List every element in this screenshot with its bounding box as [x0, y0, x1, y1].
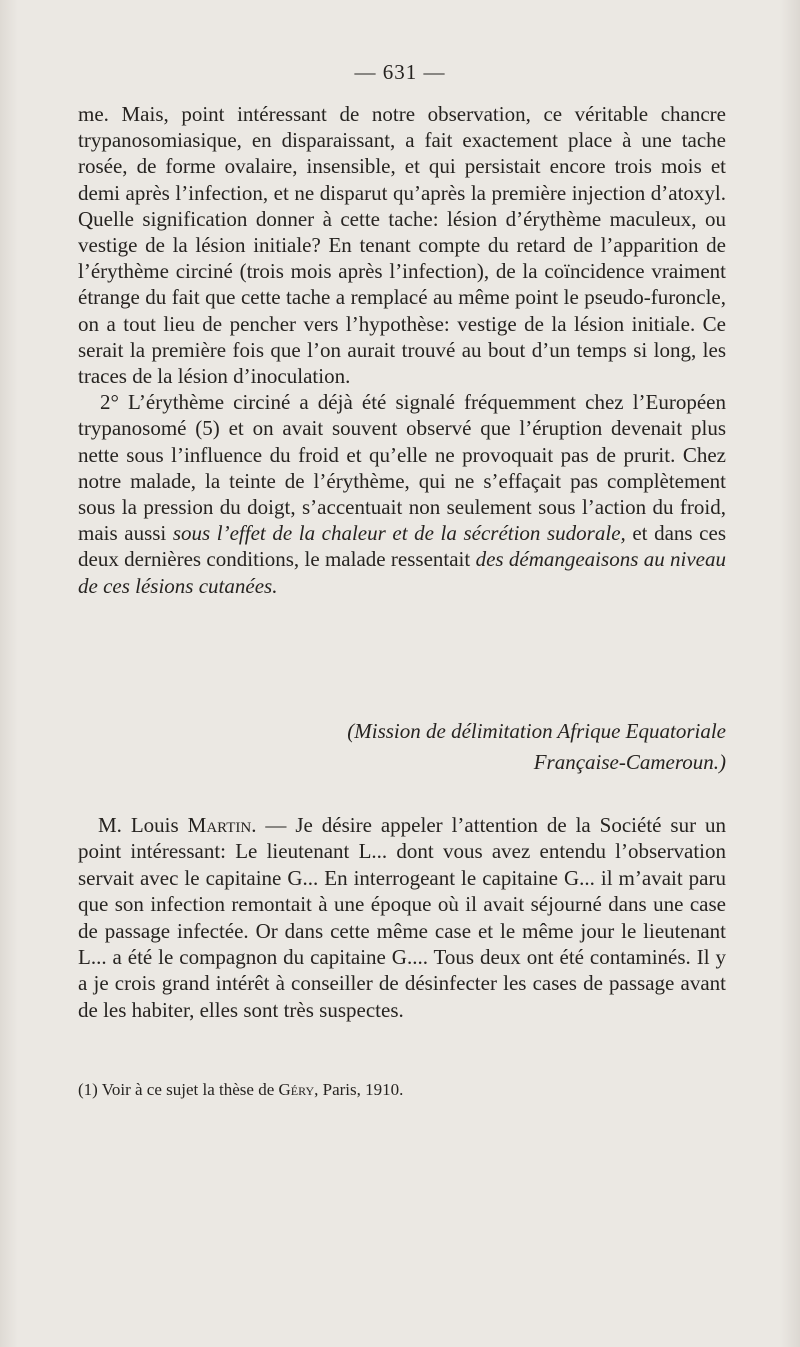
- discussion-paragraph: [78, 812, 726, 1023]
- speaker-prefix: M. Louis: [98, 813, 179, 837]
- footnote-text-b: , Paris, 1910.: [314, 1080, 404, 1099]
- article-body: [78, 101, 726, 599]
- footnote-author: Géry: [278, 1080, 315, 1099]
- footnote-marker: (1): [78, 1080, 98, 1099]
- paragraph-2-text-b: et dans ces deux dernières conditions, le malade ressentait: [78, 521, 726, 572]
- paragraph-2-text-a: 2° L’érythème circiné a déjà été signalé fréquemment chez l’Européen trypanosomé (5) et on avait souvent observé que l’éruption devenait plus nette sous l’influence du froid et qu’elle ne provoquait pas de prurit. Chez notre malade, la teinte de l’érythème, qui ne s’effaçait pas complètement sous la pression du doigt, s’accentuait non seulement sous l’action du froid, mais aussi: [78, 390, 726, 546]
- discussion-text: . — Je désire appeler l’attention de la Société sur un point intéressant: Le lieutenant L... dont vous avez entendu l’observation servait avec le capitaine G... En interrogeant le capitaine G... il m’avait paru que son infection remontait à une époque où il avait séjourné dans une case de passage infectée. Or dans cette même case et le même jour le lieutenant L... a été le compagnon du capitaine G.... Tous deux ont été contaminés. Il y a je crois grand intérêt à conseiller de désinfecter les cases de passage avant de les habiter, elles sont très suspectes.: [78, 813, 727, 1022]
- signature-line-2: Française-Cameroun.): [533, 750, 726, 774]
- footnote-text-a: Voir à ce sujet la thèse de: [101, 1080, 275, 1099]
- paragraph-2: [78, 389, 726, 599]
- page-number: — 631 —: [354, 60, 446, 84]
- discussion-section: [78, 812, 726, 1023]
- mission-signature: [78, 716, 726, 778]
- paragraph-1: me. Mais, point intéressant de notre observation, ce véritable chancre trypanosomiasique, en disparaissant, a fait exactement place à une tache rosée, de forme ovalaire, insensible, et qui persistait encore trois mois et demi après l’infection, et ne disparut qu’après la première injection d’atoxyl. Quelle signification donner à cette tache: lésion d’érythème maculeux, ou vestige de la lésion initiale? En tenant compte du retard de l’apparition de l’érythème circiné (trois mois après l’infection), de la coïncidence vraiment étrange du fait que cette tache a remplacé au même point le pseudo-furoncle, on a tout lieu de pencher vers l’hypothèse: vestige de la lésion initiale. Ce serait la première fois que l’on aurait trouvé au bout d’un temps si long, les traces de la lésion d’inoculation.: [78, 102, 726, 389]
- paragraph-2-italic-a: sous l’effet de la chaleur et de la sécrétion sudorale,: [172, 521, 626, 546]
- footnote: [78, 1079, 726, 1101]
- signature-line-1: (Mission de délimitation Afrique Equatoriale: [347, 719, 726, 743]
- paragraph-2-italic-b: des démangeaisons au niveau de ces lésions cutanées.: [78, 547, 726, 598]
- speaker-name: Martin: [187, 813, 252, 837]
